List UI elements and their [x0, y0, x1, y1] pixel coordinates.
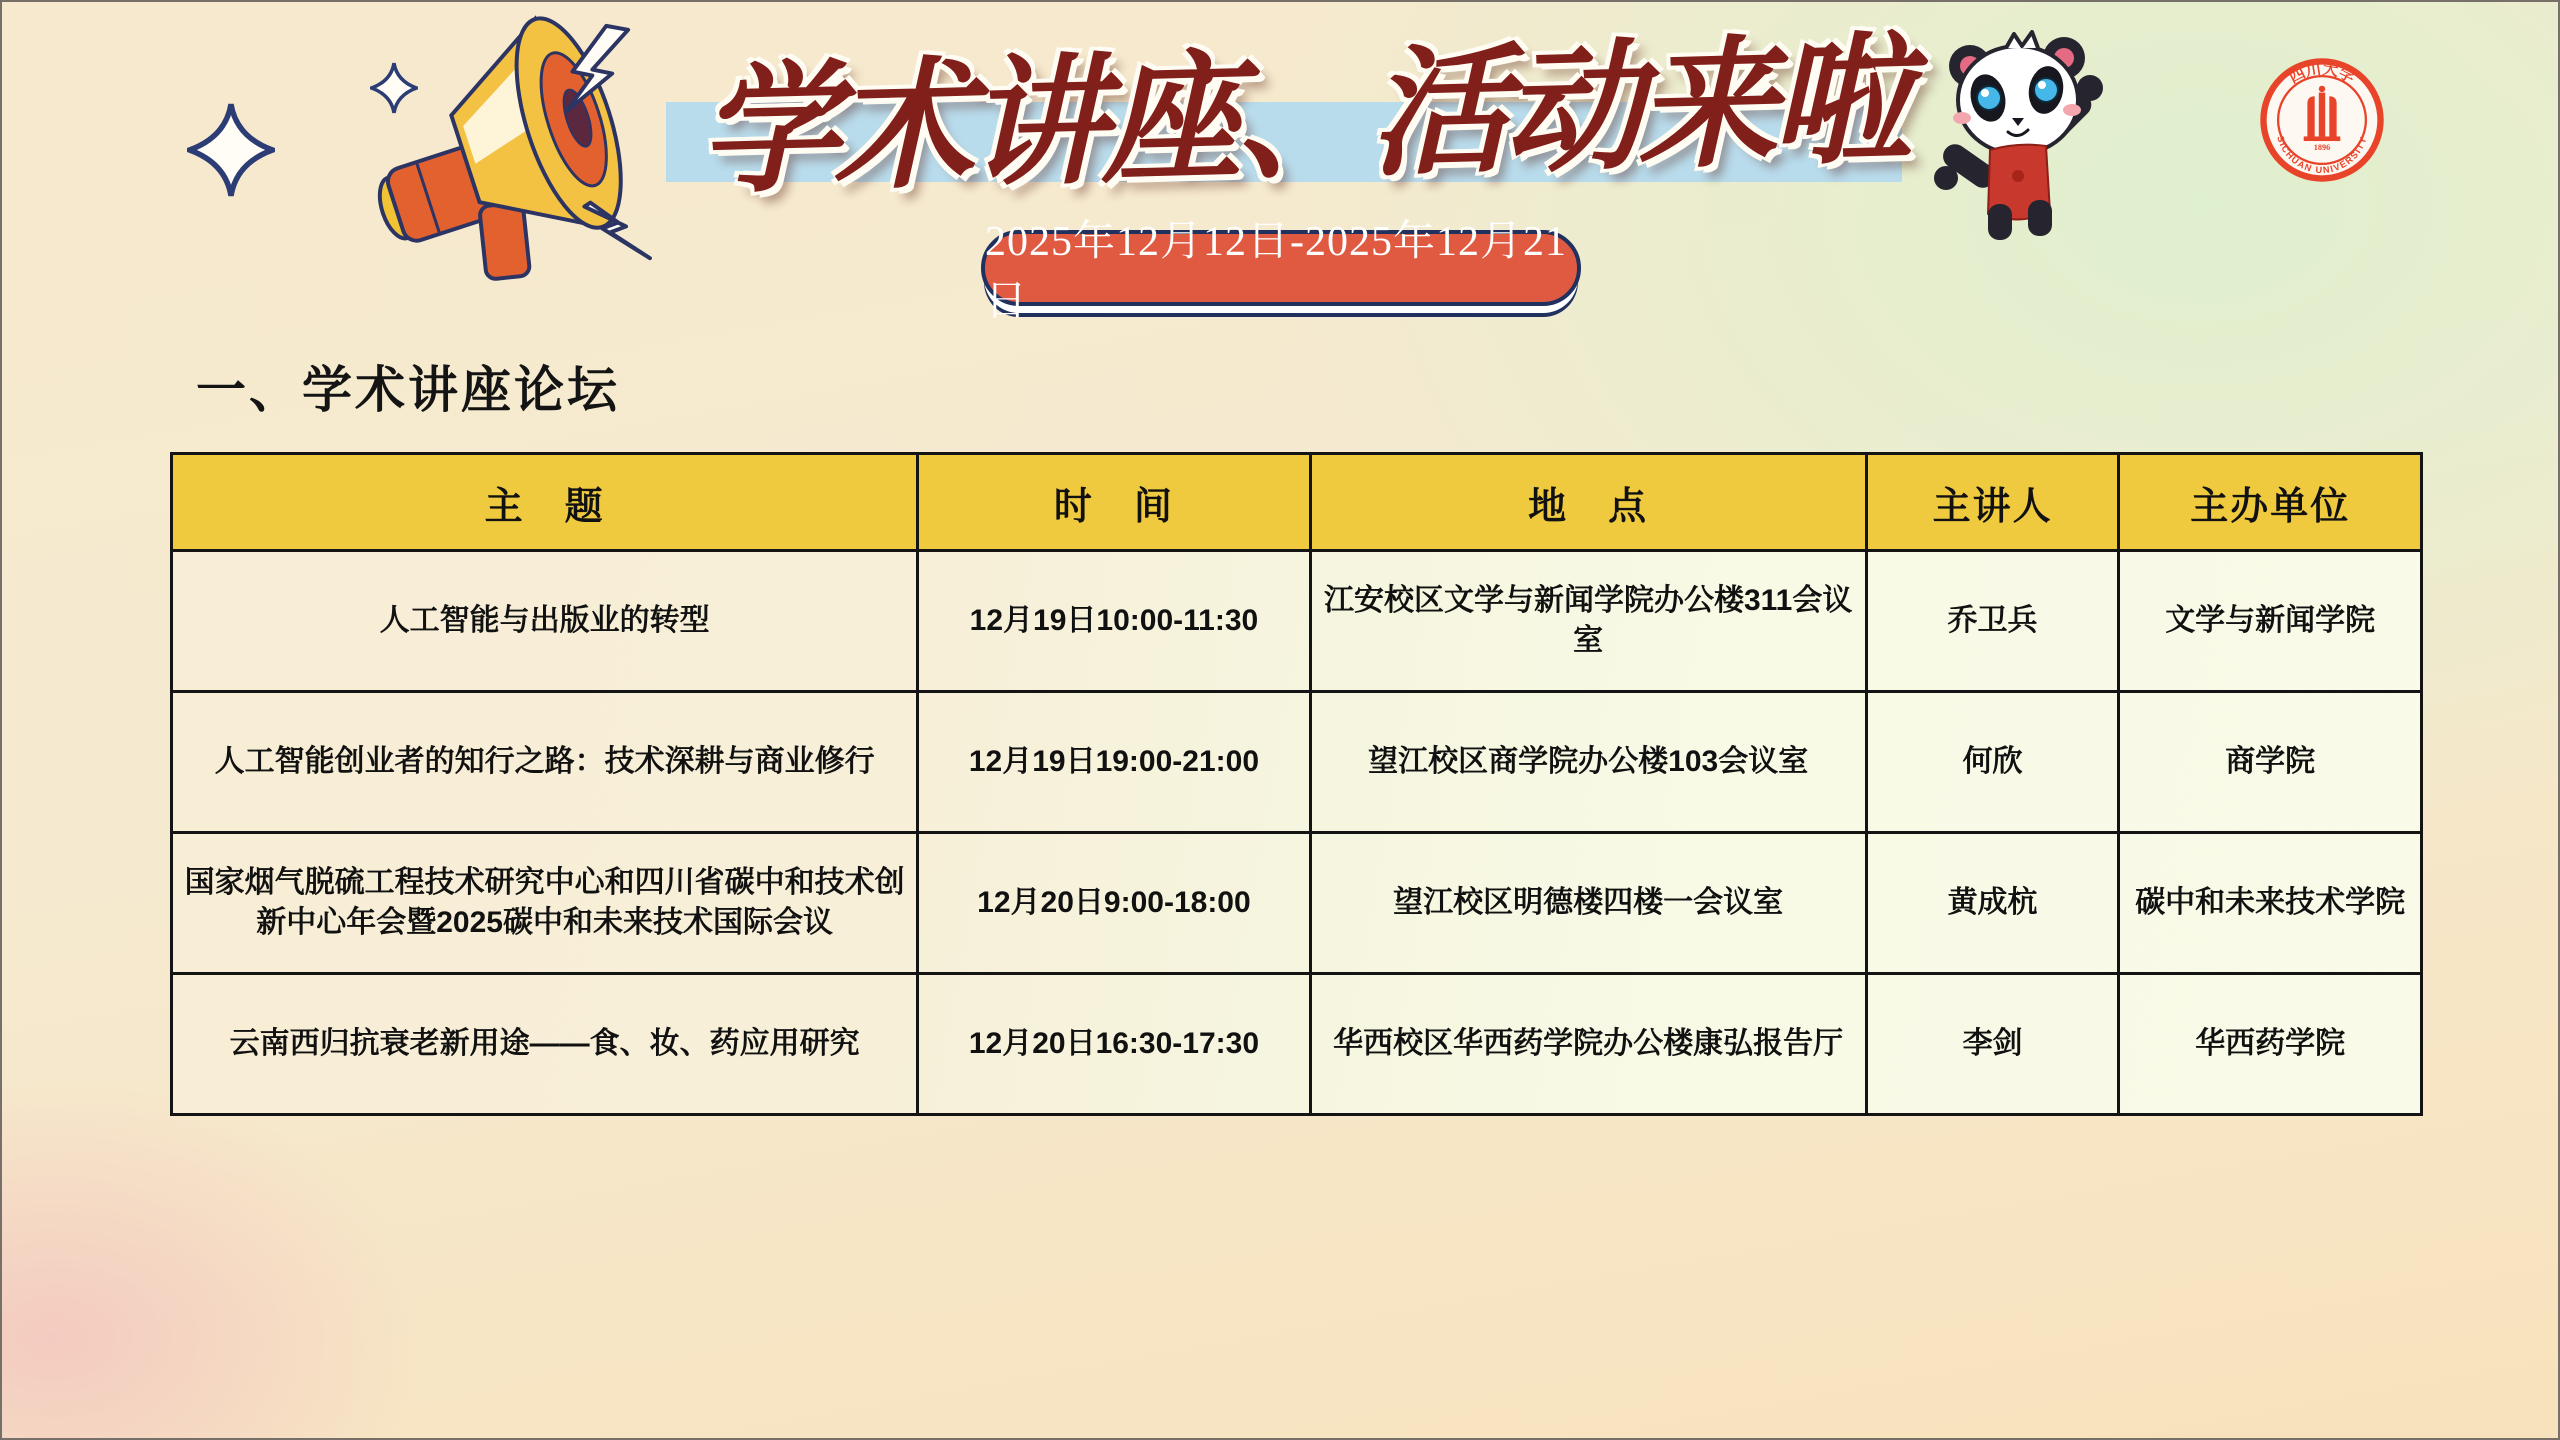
sparkle-icon [187, 102, 275, 198]
cell-speaker: 何欣 [1866, 692, 2119, 833]
cell-time: 12月19日10:00-11:30 [918, 551, 1310, 692]
cell-speaker: 黄成杭 [1866, 833, 2119, 974]
cell-time: 12月20日9:00-18:00 [918, 833, 1310, 974]
cell-topic: 云南西归抗衰老新用途——食、妆、药应用研究 [172, 974, 918, 1115]
cell-speaker: 李剑 [1866, 974, 2119, 1115]
logo-cn-text: 四川大学 [2286, 60, 2358, 87]
header-topic: 主 题 [172, 454, 918, 551]
lecture-schedule-table [170, 452, 2423, 1116]
cell-organizer: 商学院 [2119, 692, 2422, 833]
megaphone-icon [344, 8, 656, 286]
cell-organizer: 文学与新闻学院 [2119, 551, 2422, 692]
cell-time: 12月19日19:00-21:00 [918, 692, 1310, 833]
banner-title: 学术讲座、活动来啦 [697, 24, 1907, 211]
cell-location: 江安校区文学与新闻学院办公楼311会议室 [1310, 551, 1866, 692]
cell-location: 华西校区华西药学院办公楼康弘报告厅 [1310, 974, 1866, 1115]
header-speaker: 主讲人 [1866, 454, 2119, 551]
panda-mascot-icon [1932, 26, 2108, 248]
cell-topic: 人工智能与出版业的转型 [172, 551, 918, 692]
date-range-text: 2025年12月12日-2025年12月21日 [985, 219, 1567, 325]
cell-time: 12月20日16:30-17:30 [918, 974, 1310, 1115]
table-row [172, 833, 2422, 974]
header-time: 时 间 [918, 454, 1310, 551]
table-row [172, 974, 2422, 1115]
header-organizer: 主办单位 [2119, 454, 2422, 551]
table-header-row [172, 454, 2422, 551]
sichuan-university-logo [2258, 56, 2386, 184]
cell-speaker: 乔卫兵 [1866, 551, 2119, 692]
cell-location: 望江校区商学院办公楼103会议室 [1310, 692, 1866, 833]
cell-topic: 国家烟气脱硫工程技术研究中心和四川省碳中和技术创新中心年会暨2025碳中和未来技术国际会议 [172, 833, 918, 974]
section-heading: 一、学术讲座论坛 [196, 362, 620, 418]
cell-location: 望江校区明德楼四楼一会议室 [1310, 833, 1866, 974]
table-row [172, 692, 2422, 833]
cell-organizer: 碳中和未来技术学院 [2119, 833, 2422, 974]
table-row [172, 551, 2422, 692]
cell-topic: 人工智能创业者的知行之路：技术深耕与商业修行 [172, 692, 918, 833]
header-location: 地 点 [1310, 454, 1866, 551]
cell-organizer: 华西药学院 [2119, 974, 2422, 1115]
logo-year-text: 1896 [2313, 143, 2331, 153]
date-range-badge [981, 219, 1581, 325]
logo-en-text: SICHUAN UNIVERSITY [2275, 134, 2369, 176]
